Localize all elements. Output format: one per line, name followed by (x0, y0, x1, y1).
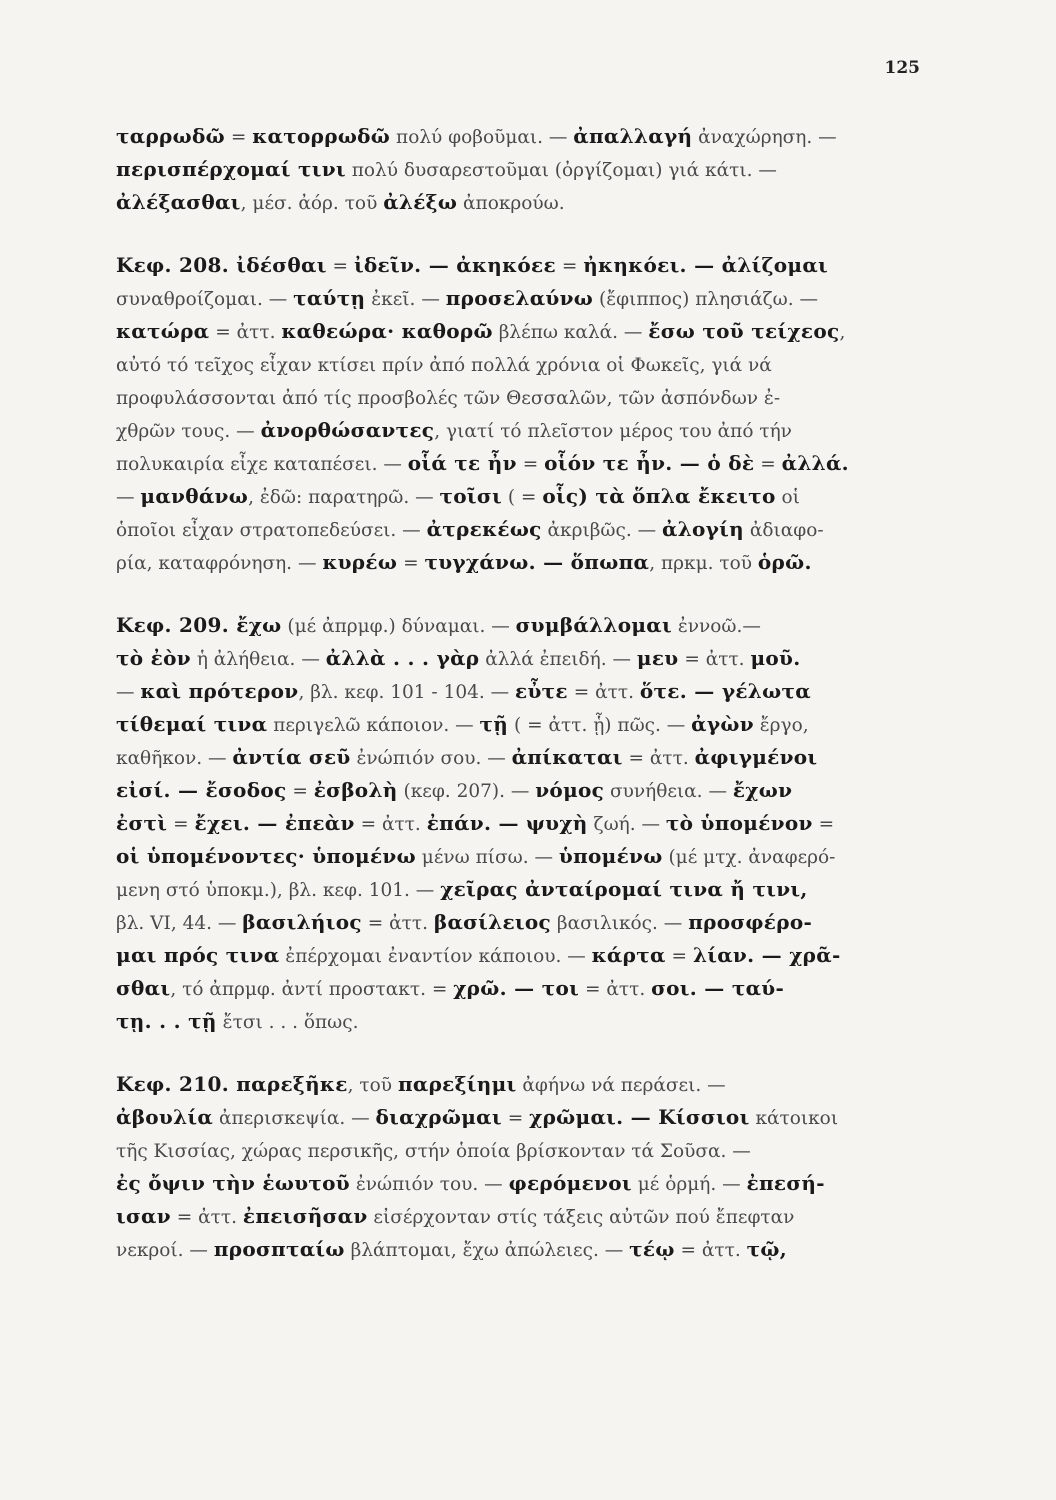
headword: νόμος (535, 778, 605, 802)
gloss: ἀδιαφο- (743, 520, 824, 541)
gloss: περιγελῶ κάποιον. — (267, 715, 480, 736)
headword: παρεξίημι (397, 1072, 517, 1096)
gloss: , πρκμ. τοῦ (649, 553, 758, 574)
text-line (116, 609, 956, 642)
gloss: — (116, 487, 141, 508)
gloss: , γιατί τό πλεῖστον μέρος του ἀπό τήν (434, 421, 792, 442)
headword: ἀλέξασθαι (116, 190, 241, 214)
gloss: = (286, 781, 314, 802)
headword: εἰσί. — ἔσοδος (116, 778, 287, 802)
page-number: 125 (884, 58, 920, 78)
text-line (116, 186, 956, 219)
headword: μανθάνω (140, 484, 249, 508)
headword: μευ (636, 646, 679, 670)
text-line (116, 447, 956, 480)
gloss: ἡ ἀλήθεια. — (190, 649, 326, 670)
gloss: ὁποῖοι εἶχαν στρατοπεδεύσει. — (116, 520, 427, 541)
gloss: συναθροίζομαι. — (116, 289, 294, 310)
gloss: = (516, 454, 545, 475)
gloss: βασιλικός. — (551, 913, 689, 934)
gloss: πολύ φοβοῦμαι. — (390, 127, 574, 148)
gloss: ἐνώπιόν σου. — (350, 748, 512, 769)
gloss: (μέ μτχ. ἀναφερό- (662, 847, 836, 868)
headword: ἀφιγμένοι (694, 745, 818, 769)
text-line (116, 381, 956, 414)
text-line (116, 741, 956, 774)
headword: τῷ, (746, 1237, 788, 1261)
gloss: ( = (501, 487, 543, 508)
headword: προσφέρο- (688, 910, 813, 934)
headword: ἐπεισῆσαν (242, 1204, 368, 1228)
gloss: = ἀττ. (354, 814, 427, 835)
headword: τῃ. . . τῇ (116, 1009, 217, 1033)
text-line (116, 873, 956, 906)
headword: ἀλλά. (781, 451, 849, 475)
headword: περισπέρχομαί τινι (116, 157, 346, 181)
headword: ἐσβολὴ (313, 778, 398, 802)
gloss: ἐνώπιόν του. — (349, 1174, 509, 1195)
gloss: εἰσέρχονταν στίς τάξεις αὐτῶν πού ἔπεφταν (367, 1207, 795, 1228)
text-line (116, 480, 956, 513)
headword: ἠκηκόει. — ἀλίζομαι (583, 253, 829, 277)
text-line (116, 1101, 956, 1134)
gloss: = (555, 256, 584, 277)
headword: ἀντία σεῦ (232, 745, 351, 769)
gloss: (κεφ. 207). — (397, 781, 536, 802)
text-line (116, 1167, 956, 1200)
gloss: αὐτό τό τεῖχος εἶχαν κτίσει πρίν ἀπό πολλά χρόνια οἱ Φωκεῖς, γιά νά (116, 355, 772, 376)
text-line (116, 153, 956, 186)
gloss: = (397, 553, 425, 574)
headword: μαι πρός τινα (116, 943, 280, 967)
headword: χεῖρας ἀνταίρομαί τινα ἤ τινι, (440, 877, 808, 901)
gloss: , ἐδῶ: παρατηρῶ. — (248, 487, 440, 508)
gloss: τῆς Κισσίας, χώρας περσικῆς, στήν ὁποία βρίσκονταν τά Σοῦσα. — (116, 1141, 751, 1162)
gloss: ἐννοῶ.— (671, 616, 761, 637)
text-line (116, 348, 956, 381)
headword: ἐς ὄψιν τὴν ἑωυτοῦ (116, 1171, 350, 1195)
headword: ἔχων (732, 778, 793, 802)
headword: ὅτε. — γέλωτα (639, 679, 811, 703)
headword: ταρρωδῶ (116, 124, 225, 148)
gloss: ἀναχώρηση. — (692, 127, 837, 148)
headword: σοι. — ταύ- (651, 976, 785, 1000)
text-line (116, 414, 956, 447)
gloss: νεκροί. — (116, 1240, 214, 1261)
headword: ἐπάν. — ψυχὴ (426, 811, 588, 835)
commentary-text (116, 120, 956, 1296)
gloss: βλάπτομαι, ἔχω ἀπώλειες. — (344, 1240, 630, 1261)
text-line (116, 807, 956, 840)
gloss: ἀποκρούω. (457, 193, 565, 214)
text-line (116, 774, 956, 807)
headword: ἰδεῖν. — ἀκηκόεε (353, 253, 556, 277)
headword: μοῦ. (750, 646, 801, 670)
text-line (116, 972, 956, 1005)
headword: εὖτε (515, 679, 568, 703)
headword: λίαν. — χρᾶ- (692, 943, 841, 967)
gloss: ἀλλά ἐπειδή. — (479, 649, 637, 670)
gloss: συνήθεια. — (604, 781, 733, 802)
headword: κάρτα (591, 943, 666, 967)
gloss: πολυκαιρία εἶχε καταπέσει. — (116, 454, 408, 475)
gloss: = ἀττ. (678, 649, 751, 670)
text-line (116, 906, 956, 939)
gloss: μενη στό ὑποκμ.), βλ. κεφ. 101. — (116, 880, 441, 901)
headword: τοῖσι (439, 484, 502, 508)
gloss: — (116, 682, 141, 703)
text-line (116, 840, 956, 873)
gloss: (ἔφιππος) πλησιάζω. — (593, 289, 818, 310)
paragraph (116, 1068, 956, 1266)
gloss: = ἀττ. (361, 913, 434, 934)
headword: χρῶ. — τοι (453, 976, 580, 1000)
headword: ἐπεσή- (746, 1171, 825, 1195)
gloss: = (754, 454, 782, 475)
gloss: ρία, καταφρόνηση. — (116, 553, 323, 574)
text-line (116, 642, 956, 675)
headword: ἔσω τοῦ τείχεος (648, 319, 840, 343)
headword: τέῳ (629, 1237, 675, 1261)
headword: τίθεμαί τινα (116, 712, 268, 736)
gloss: = ἀττ. (674, 1240, 747, 1261)
headword: κυρέω (322, 550, 398, 574)
headword: χρῶμαι. — Κίσσιοι (529, 1105, 750, 1129)
headword: κατώρα (116, 319, 210, 343)
text-line (116, 315, 956, 348)
gloss: βλ. VI, 44. — (116, 913, 243, 934)
paragraph (116, 609, 956, 1038)
headword: βασίλειος (433, 910, 552, 934)
headword: τὸ ὑπομένον (665, 811, 813, 835)
headword: προσελαύνω (445, 286, 594, 310)
gloss: καθῆκον. — (116, 748, 233, 769)
paragraph (116, 120, 956, 219)
text-line (116, 1134, 956, 1167)
headword: βασιλήιος (242, 910, 362, 934)
text-line (116, 249, 956, 282)
gloss: = ἀττ. (209, 322, 282, 343)
gloss: ἀπερισκεψία. — (213, 1108, 376, 1129)
text-line (116, 1005, 956, 1038)
headword: καθεώρα· καθορῶ (281, 319, 493, 343)
paragraph (116, 249, 956, 579)
gloss: μέ ὁρμή. — (631, 1174, 747, 1195)
headword: ἀβουλία (116, 1105, 214, 1129)
gloss: χθρῶν τους. — (116, 421, 261, 442)
gloss: ἐκεῖ. — (365, 289, 446, 310)
gloss: = (812, 814, 835, 835)
text-line (116, 546, 956, 579)
headword: τῇ (479, 712, 509, 736)
headword: σθαι (116, 976, 171, 1000)
headword: ὑπομένω (558, 844, 663, 868)
headword: καὶ πρότερον (140, 679, 299, 703)
headword: ἔχει. — ἐπεὰν (194, 811, 355, 835)
gloss: = ἀττ. (579, 979, 652, 1000)
text-line (116, 708, 956, 741)
gloss: μένω πίσω. — (415, 847, 559, 868)
gloss: πολύ δυσαρεστοῦμαι (ὀργίζομαι) γιά κάτι. — (345, 160, 777, 181)
gloss: , μέσ. ἀόρ. τοῦ (240, 193, 384, 214)
gloss: ἀκριβῶς. — (541, 520, 662, 541)
headword: ἀτρεκέως (426, 517, 542, 541)
text-line (116, 513, 956, 546)
headword: ἀπαλλαγή (573, 124, 693, 148)
headword: οἱ ὑπομένοντες· ὑπομένω (116, 844, 416, 868)
gloss: = (224, 127, 253, 148)
gloss: = ἀττ. (567, 682, 640, 703)
gloss: = (326, 256, 354, 277)
headword: Κεφ. 210. παρεξῆκε (116, 1072, 348, 1096)
headword: ἀπίκαται (511, 745, 623, 769)
gloss: = (501, 1108, 530, 1129)
headword: ἀγὼν (691, 712, 754, 736)
headword: διαχρῶμαι (375, 1105, 502, 1129)
text-line (116, 939, 956, 972)
headword: κατορρωδῶ (252, 124, 391, 148)
gloss: , τό ἀπρμφ. ἀντί προστακτ. = (170, 979, 454, 1000)
headword: τὸ ἐὸν (116, 646, 191, 670)
text-line (116, 120, 956, 153)
gloss: βλέπω καλά. — (492, 322, 649, 343)
gloss: ἔτσι . . . ὅπως. (216, 1012, 359, 1033)
gloss: ἐπέρχομαι ἐναντίον κάποιου. — (279, 946, 592, 967)
gloss: ζωή. — (587, 814, 666, 835)
headword: ἐστὶ (116, 811, 168, 835)
gloss: , (839, 322, 846, 343)
headword: οἷόν τε ἦν. — ὁ δὲ (544, 451, 755, 475)
headword: Κεφ. 208. ἰδέσθαι (116, 253, 327, 277)
gloss: = (665, 946, 693, 967)
text-line (116, 1068, 956, 1101)
headword: ὁρῶ. (757, 550, 812, 574)
headword: συμβάλλομαι (515, 613, 672, 637)
gloss: ἔργο, (753, 715, 809, 736)
headword: ἀνορθώσαντες (260, 418, 435, 442)
gloss: (μέ ἀπρμφ.) δύναμαι. — (281, 616, 516, 637)
gloss: = ἀττ. (622, 748, 695, 769)
headword: ἀλογίη (662, 517, 744, 541)
text-line (116, 675, 956, 708)
gloss: = ἀττ. (170, 1207, 243, 1228)
gloss: , τοῦ (347, 1075, 398, 1096)
headword: οἷς) τὰ ὅπλα ἔκειτο (542, 484, 776, 508)
headword: ισαν (116, 1204, 171, 1228)
headword: φερόμενοι (508, 1171, 632, 1195)
headword: προσπταίω (213, 1237, 345, 1261)
headword: ἀλέξω (383, 190, 458, 214)
gloss: προφυλάσσονται ἀπό τίς προσβολές τῶν Θεσσαλῶν, τῶν ἀσπόνδων ἐ- (116, 388, 781, 409)
gloss: κάτοικοι (749, 1108, 839, 1129)
gloss: ( = ἀττ. ᾗ) πῶς. — (508, 715, 692, 736)
gloss: , βλ. κεφ. 101 - 104. — (298, 682, 516, 703)
gloss: = (167, 814, 195, 835)
gloss: ἀφήνω νά περάσει. — (516, 1075, 726, 1096)
headword: ταύτῃ (293, 286, 366, 310)
headword: οἷά τε ἦν (407, 451, 517, 475)
gloss: οἱ (775, 487, 800, 508)
headword: τυγχάνω. — ὅπωπα (424, 550, 650, 574)
text-line (116, 1200, 956, 1233)
text-line (116, 282, 956, 315)
headword: ἀλλὰ . . . γὰρ (325, 646, 480, 670)
text-line (116, 1233, 956, 1266)
headword: Κεφ. 209. ἔχω (116, 613, 282, 637)
